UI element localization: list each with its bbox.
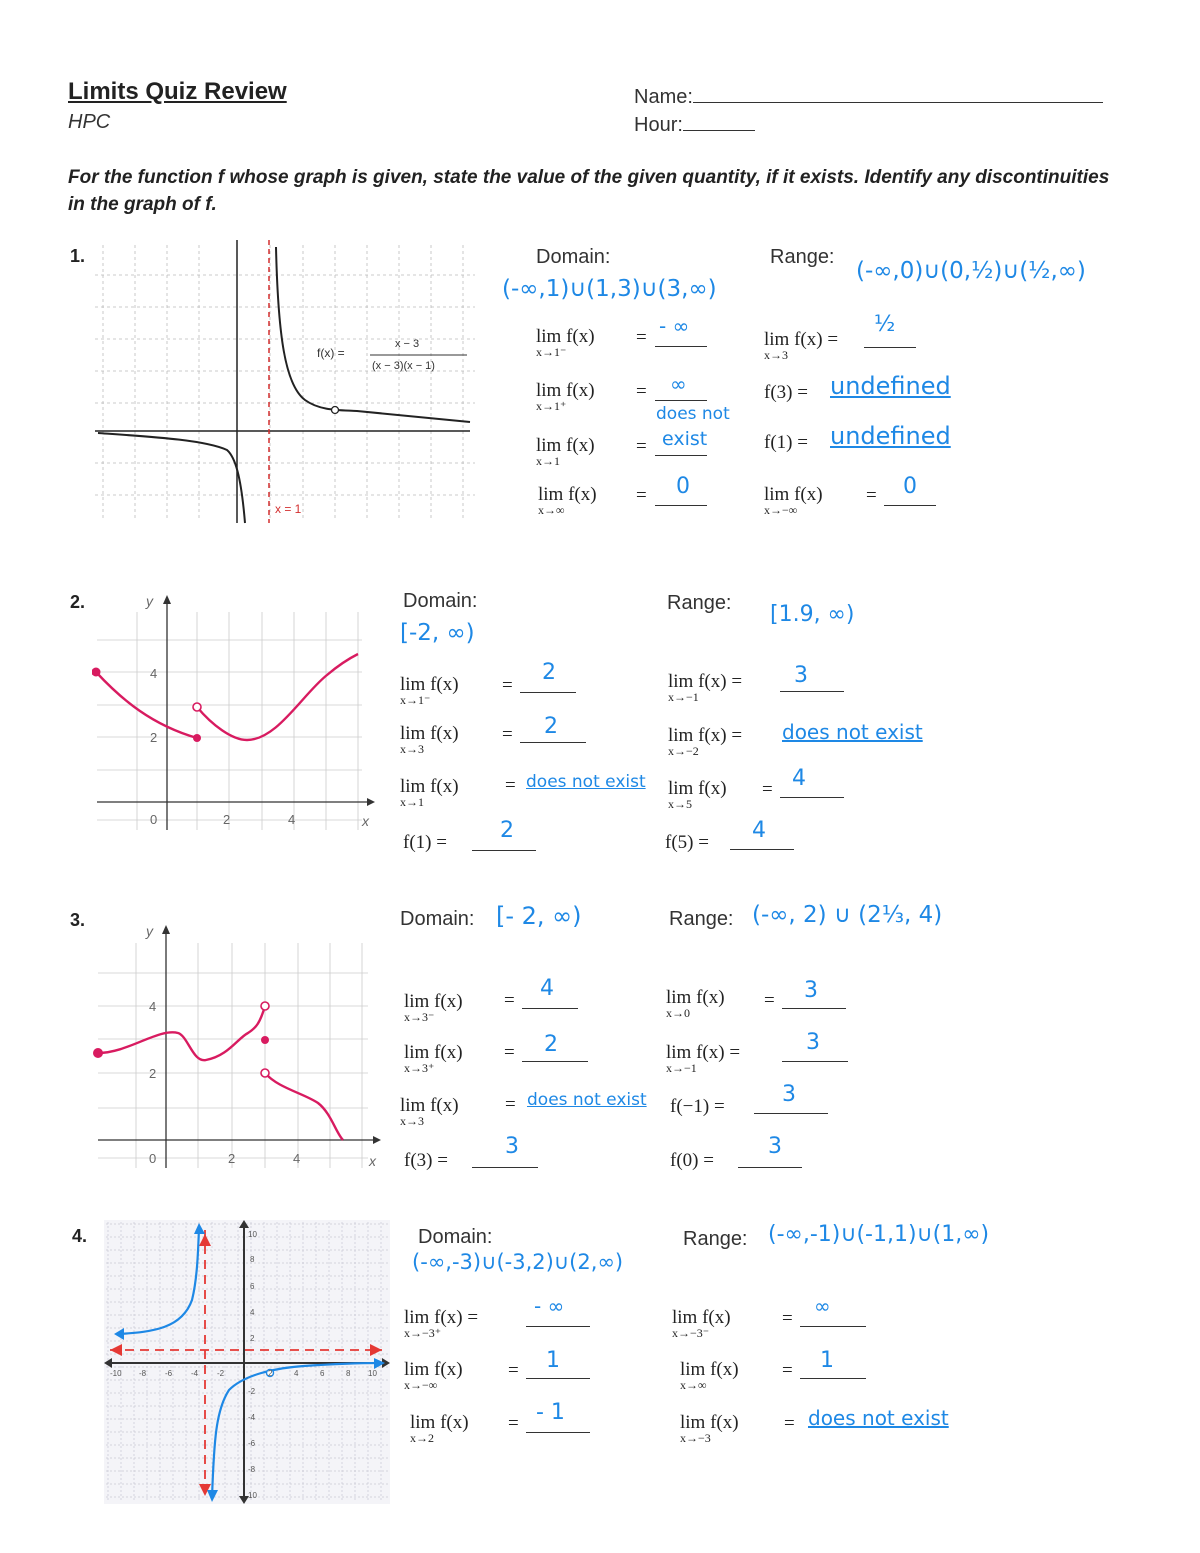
- p4-domain-answer: (-∞,-3)∪(-3,2)∪(2,∞): [412, 1250, 624, 1274]
- p4-tick-ym10: 10: [248, 1491, 257, 1500]
- p4-q4-equals: =: [782, 1308, 793, 1329]
- p2-q5-expression: lim f(x) = x→−1: [668, 671, 743, 704]
- p4-q3-answer: - 1: [536, 1400, 565, 1425]
- hour-field[interactable]: [634, 114, 755, 137]
- p4-tick-x4: 4: [294, 1369, 299, 1378]
- p2-q2-answer: 2: [544, 714, 558, 739]
- p2-q5-answer: 3: [794, 663, 808, 688]
- p1-q1-equals: =: [636, 327, 647, 348]
- p1-q7-expression: f(1) =: [764, 432, 808, 453]
- p4-tick-ym8: -8: [248, 1465, 256, 1474]
- p2-tick-y4: 4: [150, 666, 158, 681]
- p4-q6-equals: =: [784, 1413, 795, 1434]
- p3-tick-y2: 2: [149, 1066, 157, 1081]
- p4-q6-answer: does not exist: [808, 1406, 949, 1430]
- p2-domain-answer: [-2, ∞): [400, 620, 475, 646]
- p2-q1-expression: lim f(x) x→1⁻: [400, 674, 459, 707]
- p3-q5-equals: =: [764, 990, 775, 1011]
- problem-4-number: 4.: [72, 1226, 88, 1246]
- p4-q4-expression: lim f(x) x→−3⁻: [672, 1307, 731, 1340]
- p2-y-axis-label: y: [146, 593, 153, 609]
- p4-tick-xm10: -10: [110, 1369, 122, 1378]
- p1-range-label: Range:: [770, 246, 835, 268]
- p3-q8-answer: 3: [768, 1134, 782, 1159]
- p4-tick-y10: 10: [248, 1230, 257, 1239]
- p2-tick-y2: 2: [150, 730, 158, 745]
- function-denominator: (x − 3)(x − 1): [372, 360, 435, 372]
- p1-q4-expression: lim f(x) x→∞: [538, 484, 597, 517]
- p3-y-axis-label: y: [146, 923, 153, 939]
- p3-q4-expression: f(3) =: [404, 1150, 448, 1171]
- p2-q2-expression: lim f(x) x→3: [400, 723, 459, 756]
- p3-tick-x0: 0: [149, 1151, 157, 1166]
- p3-q2-answer: 2: [544, 1032, 558, 1057]
- name-label: Name:: [634, 86, 693, 108]
- p4-q5-equals: =: [782, 1360, 793, 1381]
- p3-tick-y4: 4: [149, 999, 157, 1014]
- p2-range-label: Range:: [667, 592, 732, 614]
- p4-tick-ym2: -2: [248, 1387, 256, 1396]
- p1-q5-expression: lim f(x) = x→3: [764, 329, 839, 362]
- p1-q8-answer: 0: [903, 474, 917, 499]
- function-numerator: x − 3: [395, 338, 420, 350]
- p4-range-label: Range:: [683, 1228, 748, 1250]
- p2-tick-x4: 4: [288, 812, 296, 827]
- p2-q3-answer: does not exist: [526, 772, 646, 792]
- p2-q1-answer: 2: [542, 660, 556, 685]
- p1-q8-equals: =: [866, 485, 877, 506]
- p1-q4-equals: =: [636, 485, 647, 506]
- p3-domain-answer: [- 2, ∞): [496, 902, 582, 930]
- p1-q6-expression: f(3) =: [764, 382, 808, 403]
- p2-q7-expression: lim f(x) x→5: [668, 778, 727, 811]
- p4-q2-expression: lim f(x) x→−∞: [404, 1359, 463, 1392]
- p2-q3-expression: lim f(x) x→1: [400, 776, 459, 809]
- p4-domain-label: Domain:: [418, 1226, 493, 1248]
- p3-x-axis-label: x: [369, 1153, 376, 1169]
- function-label: f(x) =: [317, 346, 345, 360]
- p2-q1-equals: =: [502, 675, 513, 696]
- p3-q1-equals: =: [504, 990, 515, 1011]
- problem-1-number: 1.: [70, 246, 86, 266]
- p3-q4-answer: 3: [505, 1134, 519, 1159]
- p3-q5-answer: 3: [804, 978, 818, 1003]
- p3-q2-equals: =: [504, 1042, 515, 1063]
- problem-2-number: 2.: [70, 592, 86, 612]
- asymptote-label: x = 1: [275, 502, 302, 516]
- p1-q3-equals: =: [636, 436, 647, 457]
- p1-q5-answer: ½: [874, 312, 896, 337]
- p3-q2-expression: lim f(x) x→3⁺: [404, 1042, 463, 1075]
- name-field[interactable]: [634, 86, 1103, 109]
- p4-q2-equals: =: [508, 1360, 519, 1381]
- p3-tick-x2: 2: [228, 1151, 236, 1166]
- p4-q5-answer: 1: [820, 1348, 834, 1373]
- p3-q7-answer: 3: [782, 1082, 796, 1107]
- p3-q7-expression: f(−1) =: [670, 1096, 725, 1117]
- problem-1-graph: [95, 235, 480, 525]
- p1-q3-expression: lim f(x) x→1: [536, 435, 595, 468]
- p1-q7-answer: undefined: [830, 422, 951, 450]
- p4-q1-expression: lim f(x) = x→−3⁺: [404, 1307, 479, 1340]
- page-title: Limits Quiz Review: [68, 78, 287, 105]
- p3-domain-label: Domain:: [400, 908, 475, 930]
- p3-range-label: Range:: [669, 908, 734, 930]
- p4-tick-x10: 10: [368, 1369, 377, 1378]
- problem-3-graph: [88, 918, 388, 1176]
- page-subtitle: HPC: [68, 111, 111, 133]
- p4-range-answer: (-∞,-1)∪(-1,1)∪(1,∞): [768, 1222, 990, 1247]
- p3-q8-expression: f(0) =: [670, 1150, 714, 1171]
- p4-tick-xm2: -2: [217, 1369, 225, 1378]
- problem-2-graph: [92, 590, 382, 840]
- p4-tick-y6: 6: [250, 1282, 255, 1291]
- p4-tick-ym4: -4: [248, 1413, 256, 1422]
- p2-tick-x0: 0: [150, 812, 158, 827]
- p2-q2-equals: =: [502, 724, 513, 745]
- p4-tick-x6: 6: [320, 1369, 325, 1378]
- p2-range-answer: [1.9, ∞): [770, 602, 855, 627]
- p3-q3-equals: =: [505, 1094, 516, 1115]
- p4-tick-y4: 4: [250, 1308, 255, 1317]
- problem-4-graph: [104, 1220, 390, 1504]
- p4-q6-expression: lim f(x) x→−3: [680, 1412, 739, 1445]
- p1-q2-equals: =: [636, 381, 647, 402]
- p3-q3-answer: does not exist: [527, 1090, 647, 1110]
- p4-q1-answer: - ∞: [534, 1294, 565, 1318]
- p4-tick-xm4: -4: [191, 1369, 199, 1378]
- p3-tick-x4: 4: [293, 1151, 301, 1166]
- p1-domain-label: Domain:: [536, 246, 611, 268]
- hour-label: Hour:: [634, 114, 683, 136]
- problem-3-number: 3.: [70, 910, 86, 930]
- p4-q3-expression: lim f(x) x→2: [410, 1412, 469, 1445]
- p2-q4-expression: f(1) =: [403, 832, 447, 853]
- p1-q6-answer: undefined: [830, 372, 951, 400]
- p3-range-answer: (-∞, 2) ∪ (2⅓, 4): [752, 902, 943, 928]
- p4-tick-y2: 2: [250, 1334, 255, 1343]
- p1-q2-answer: ∞: [670, 372, 687, 396]
- p4-q4-answer: ∞: [814, 1294, 831, 1318]
- p4-q5-expression: lim f(x) x→∞: [680, 1359, 739, 1392]
- p1-q2-expression: lim f(x) x→1⁺: [536, 380, 595, 413]
- p3-q1-answer: 4: [540, 976, 554, 1001]
- p2-q7-equals: =: [762, 779, 773, 800]
- p1-q1-expression: lim f(x) x→1⁻: [536, 326, 595, 359]
- p2-q3-equals: =: [505, 775, 516, 796]
- p2-q6-answer: does not exist: [782, 720, 923, 744]
- p4-q3-equals: =: [508, 1413, 519, 1434]
- p1-domain-answer: (-∞,1)∪(1,3)∪(3,∞): [502, 276, 717, 302]
- p2-q4-answer: 2: [500, 818, 514, 843]
- p3-q1-expression: lim f(x) x→3⁻: [404, 991, 463, 1024]
- p2-domain-label: Domain:: [403, 590, 478, 612]
- p3-q5-expression: lim f(x) x→0: [666, 987, 725, 1020]
- p4-tick-y8: 8: [250, 1255, 255, 1264]
- p4-tick-x8: 8: [346, 1369, 351, 1378]
- p4-tick-x2: 2: [268, 1369, 273, 1378]
- p1-range-answer: (-∞,0)∪(0,½)∪(½,∞): [856, 258, 1086, 284]
- p3-q6-expression: lim f(x) = x→−1: [666, 1042, 741, 1075]
- p1-q3-answer-line1: does not: [656, 404, 730, 424]
- p3-q6-answer: 3: [806, 1030, 820, 1055]
- p1-q3-answer-line2: exist: [662, 428, 708, 450]
- p4-q2-answer: 1: [546, 1348, 560, 1373]
- p2-q8-answer: 4: [752, 818, 766, 843]
- p3-q3-expression: lim f(x) x→3: [400, 1095, 459, 1128]
- p2-q7-answer: 4: [792, 766, 806, 791]
- p2-q8-expression: f(5) =: [665, 832, 709, 853]
- instructions: For the function f whose graph is given, state the value of the given quantity, if it exists. Identify any discontinuities in the graph of f.: [68, 167, 1110, 215]
- p4-tick-xm6: -6: [165, 1369, 173, 1378]
- p1-q8-expression: lim f(x) x→−∞: [764, 484, 823, 517]
- p4-tick-ym6: -6: [248, 1439, 256, 1448]
- p2-x-axis-label: x: [362, 813, 369, 829]
- p2-tick-x2: 2: [223, 812, 231, 827]
- p2-q6-expression: lim f(x) = x→−2: [668, 725, 743, 758]
- p1-q1-answer: - ∞: [659, 314, 690, 338]
- p4-tick-xm8: -8: [139, 1369, 147, 1378]
- p1-q4-answer: 0: [676, 474, 690, 499]
